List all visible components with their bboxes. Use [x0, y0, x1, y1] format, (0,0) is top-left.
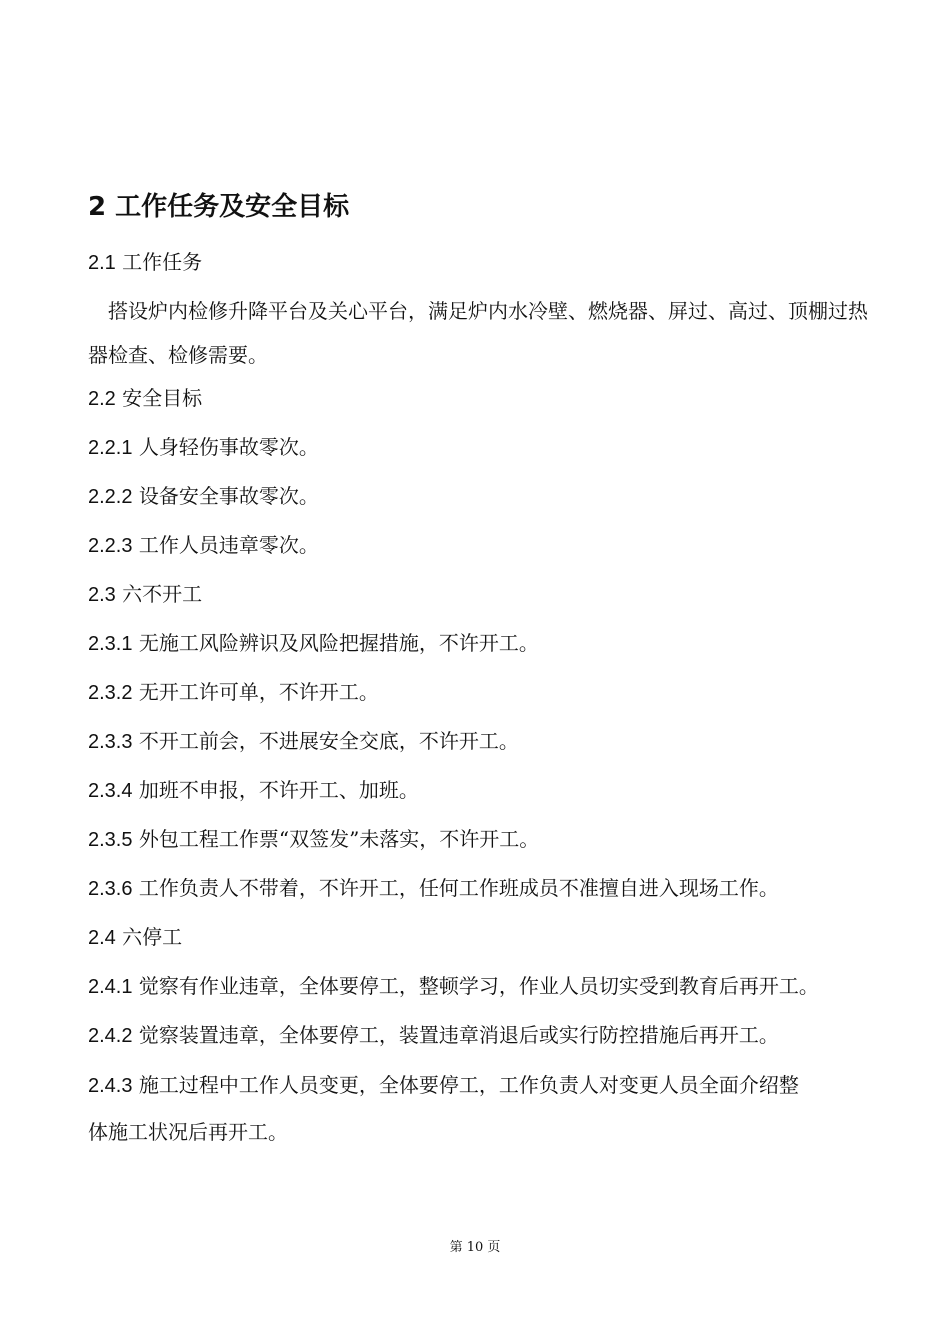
item-2-2-2 [88, 482, 319, 511]
subsection-2-3 [88, 580, 202, 609]
section-text: 施工过程中工作人员变更，全体要停工，工作负责人对变更人员全面介绍整 [138, 1073, 799, 1097]
item-2-4-3 [88, 1071, 799, 1100]
item-2-3-2 [88, 678, 379, 707]
section-number: 2.2.2 [88, 486, 133, 508]
section-number: 2.3.2 [88, 682, 133, 704]
item-2-2-1 [88, 433, 319, 462]
section-text: 不开工前会，不进展安全交底，不许开工。 [138, 729, 519, 753]
section-text: 无开工许可单，不许开工。 [138, 680, 379, 704]
section-text: 觉察装置违章，全体要停工，装置违章消退后或实行防控措施后再开工。 [138, 1023, 779, 1047]
section-text: 外包工程工作票“双签发”未落实，不许开工。 [138, 827, 540, 851]
item-2-4-1 [88, 972, 819, 1001]
page-number-footer: 第 10 页 [449, 1240, 501, 1255]
section-number: 2.4.2 [88, 1025, 133, 1047]
section-number: 2.3.1 [88, 633, 133, 655]
section-number: 2.4 [88, 927, 116, 949]
section-text: 工作任务 [122, 250, 203, 274]
section-number: 2.2 [88, 388, 116, 410]
section-number: 2.3.6 [88, 878, 133, 900]
item-2-4-3-continuation: 体施工状况后再开工。 [88, 1120, 288, 1144]
section-number: 2.3.3 [88, 731, 133, 753]
subsection-2-1 [88, 248, 202, 277]
section-text: 工作负责人不带着，不许开工，任何工作班成员不准擅自进入现场工作。 [138, 876, 779, 900]
section-text: 安全目标 [122, 386, 203, 410]
item-2-3-1 [88, 629, 539, 658]
section-text: 无施工风险辨识及风险把握措施，不许开工。 [138, 631, 539, 655]
section-text: 六停工 [122, 925, 183, 949]
section-number: 2.3.4 [88, 780, 133, 802]
item-2-3-6 [88, 874, 779, 903]
section-text: 人身轻伤事故零次。 [138, 435, 319, 459]
item-2-2-3 [88, 531, 319, 560]
section-heading: 2 工作任务及安全目标 [88, 192, 350, 222]
item-2-3-4 [88, 776, 419, 805]
section-text: 设备安全事故零次。 [138, 484, 319, 508]
section-text: 工作人员违章零次。 [138, 533, 319, 557]
section-text: 六不开工 [122, 582, 203, 606]
section-number: 2.4.3 [88, 1075, 133, 1097]
item-2-3-5 [88, 825, 539, 854]
section-text: 觉察有作业违章，全体要停工，整顿学习，作业人员切实受到教育后再开工。 [138, 974, 819, 998]
section-number: 2.4.1 [88, 976, 133, 998]
item-2-4-2 [88, 1021, 779, 1050]
subsection-2-2 [88, 384, 202, 413]
task-paragraph: 搭设炉内检修升降平台及关心平台，满足炉内水冷壁、燃烧器、屏过、高过、顶棚过热器检查、检修需要。 [88, 299, 868, 367]
section-number: 2.1 [88, 252, 116, 274]
subsection-2-4 [88, 923, 182, 952]
section-number: 2.3.5 [88, 829, 133, 851]
section-number: 2.3 [88, 584, 116, 606]
item-2-3-3 [88, 727, 519, 756]
section-number: 2.2.3 [88, 535, 133, 557]
section-number: 2.2.1 [88, 437, 133, 459]
section-text: 加班不申报，不许开工、加班。 [138, 778, 419, 802]
